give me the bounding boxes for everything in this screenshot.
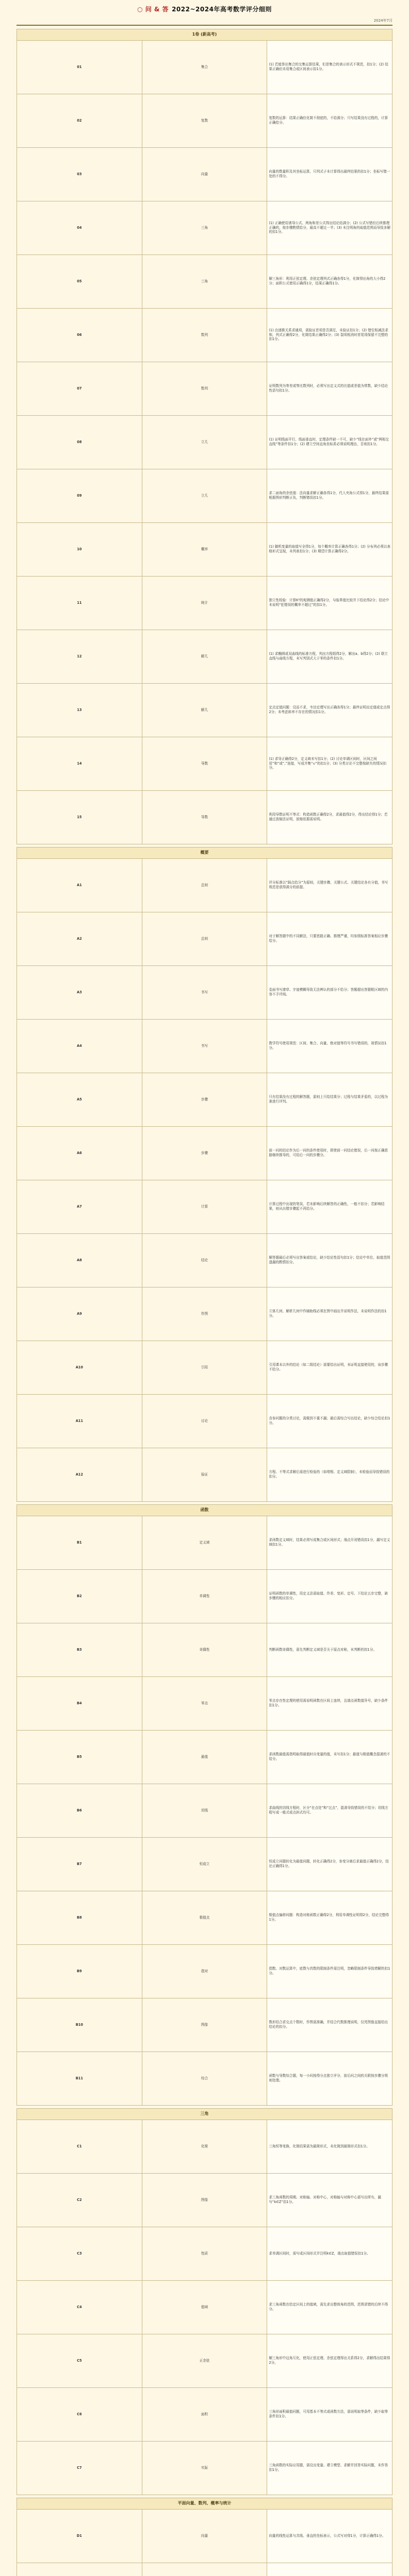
rule-row — [17, 576, 392, 630]
rule-id: 03 — [17, 147, 142, 201]
rule-text: 含参问题的分类讨论，需做到不重不漏；最后需综合写出结论，缺少综合结论扣1分。 — [267, 1394, 392, 1448]
rule-row — [17, 2441, 392, 2495]
rule-text: 只有结果没有过程的解答题，原则上只给结果分；过程与结果矛盾的，以过程为准进行评判。 — [267, 1073, 392, 1126]
rule-category: 定义域 — [142, 1516, 267, 1569]
rule-text: 三角函数的实际应用题，需设出变量、建立模型、求解并回答实际问题，未作答扣1分。 — [267, 2441, 392, 2495]
rule-text: (1) 由递推关系求通项，需验证首项是否满足，未验证扣1分；(2) 错位相减法求和，列式正确得2分，化简结果正确得2分；(3) 裂项相消时首尾项保留不完整的扣1分。 — [267, 308, 392, 362]
rule-category: 面积 — [142, 2387, 267, 2441]
rule-id: 06 — [17, 308, 142, 362]
rule-row — [17, 1676, 392, 1730]
rule-row — [17, 1394, 392, 1448]
rule-category: 步骤 — [142, 1073, 267, 1126]
rule-text: 指数、对数运算中，底数与真数的限制条件需注明，忽略限制条件导致增解的扣1分。 — [267, 1944, 392, 1998]
rule-text: 卷面书写潦草、字迹模糊导致无法辨认的部分不给分；答题超出答题框区域的内容不予评阅。 — [267, 965, 392, 1019]
brand-mark: ○ 问 & 答 — [137, 5, 169, 13]
rule-text: 计算过程中出现的笔误，若未影响后续解答的正确性，一般不扣分；若影响结果，则从出错步骤起不再给分。 — [267, 1180, 392, 1233]
rule-text: (1) 随机变量的取值写全得1分，每个概率计算正确各得1分；(2) 分布列必须以表格形式呈现，未列表扣1分；(3) 期望计算正确得2分。 — [267, 522, 392, 576]
rule-category: 作图 — [142, 1287, 267, 1341]
rule-row — [17, 2509, 392, 2563]
rule-text: 零点存在性定理的使用需说明函数在区间上连续，且端点函数值异号，缺少条件扣1分。 — [267, 1676, 392, 1730]
rule-category: 计算 — [142, 1180, 267, 1233]
rule-text: 求单调区间时，需写成区间形式并注明k∈Z，端点取值错误扣1分。 — [267, 2227, 392, 2280]
rule-text: 方程、不等式求解后需进行检验的（如增根、定义域限制），未检验而导致错误的扣分。 — [267, 1448, 392, 1501]
rule-category: 最值 — [142, 1730, 267, 1784]
rule-row — [17, 2173, 392, 2227]
rule-id: 10 — [17, 522, 142, 576]
rule-id: 09 — [17, 469, 142, 522]
section-header — [17, 29, 392, 40]
rule-category: 解几 — [142, 630, 267, 683]
document-title — [17, 0, 392, 19]
rule-category: 书写 — [142, 965, 267, 1019]
rule-row — [17, 630, 392, 683]
rule-id: 01 — [17, 40, 142, 94]
rule-row — [17, 683, 392, 737]
rule-id: B1 — [17, 1516, 142, 1569]
rule-id: A2 — [17, 912, 142, 965]
rule-text: 证明数列为等差或等比数列时，必须写出定义式的比值或差值为常数，缺少结论性语句扣1分。 — [267, 362, 392, 415]
rule-row — [17, 1623, 392, 1676]
rule-text: 三角恒等变换，化简结果需为最简形式，未化简到最简形式扣1分。 — [267, 2120, 392, 2173]
rule-id: A12 — [17, 1448, 142, 1501]
rule-category: 正余弦 — [142, 2334, 267, 2387]
rule-id: A7 — [17, 1180, 142, 1233]
rule-category: 立几 — [142, 469, 267, 522]
rule-row — [17, 858, 392, 912]
rule-row — [17, 1730, 392, 1784]
rule-category: 导数 — [142, 737, 267, 790]
rule-category: 三角 — [142, 255, 267, 308]
rule-row — [17, 1998, 392, 2052]
rule-category: 统计 — [142, 576, 267, 630]
date-line: 2024年7月 — [17, 19, 392, 26]
rule-row — [17, 965, 392, 1019]
rule-id: A5 — [17, 1073, 142, 1126]
rule-text: 求曲线的切线方程时，区分“在点处”和“过点”，混淆导致错误的不给分；切线方程写成一般式或点斜式均可。 — [267, 1784, 392, 1837]
rule-id: 14 — [17, 737, 142, 790]
rule-row — [17, 469, 392, 522]
rule-row — [17, 308, 392, 362]
rule-category: 书写 — [142, 1019, 267, 1073]
rule-row — [17, 1233, 392, 1287]
rule-row — [17, 1569, 392, 1623]
rule-category: 引用 — [142, 1341, 267, 1394]
rule-category: 三角 — [142, 201, 267, 255]
rule-id — [17, 2563, 142, 2576]
rule-id: C3 — [17, 2227, 142, 2280]
rule-category: 数列 — [142, 362, 267, 415]
rule-text: 对于解答题中的不同解法，只要思路正确、推理严谨，均参照标准答案相应步骤给分。 — [267, 912, 392, 965]
rule-category: 化简 — [142, 2120, 267, 2173]
rule-row — [17, 1837, 392, 1891]
rule-text: 数形结合求交点个数时，作图需准确，并结合代数推理说明，仅凭图像直接给出结论的扣分。 — [267, 1998, 392, 2052]
rule-id: 02 — [17, 94, 142, 147]
rule-text: 解三角形中边角互化，使用正弦定理、余弦定理得出关系得2分，求解得出结果得2分。 — [267, 2334, 392, 2387]
rule-id: A10 — [17, 1341, 142, 1394]
rule-text: 复数的运算：结果正确但化简不彻底的，不给满分；只写结果没有过程的，计算正确给分。 — [267, 94, 392, 147]
rule-id: B5 — [17, 1730, 142, 1784]
section-title: 1卷 (新高考) — [17, 29, 392, 40]
rule-row — [17, 201, 392, 255]
rule-id: C2 — [17, 2173, 142, 2227]
rule-text: 解三角形：利用正弦定理、余弦定理列式正确各得1分，化简得出角的大小得2分；面积公式使用正确得1分，结果正确得1分。 — [267, 255, 392, 308]
rule-text: 求函数最值需指明取得最值时自变量的值，未写扣1分；最值与极值概念混淆的不给分。 — [267, 1730, 392, 1784]
rule-id: C6 — [17, 2387, 142, 2441]
rule-category: 总则 — [142, 858, 267, 912]
rule-row — [17, 147, 392, 201]
rule-row — [17, 522, 392, 576]
title-text: 2022~2024年高考数学评分细则 — [172, 5, 272, 13]
rule-category: 导数 — [142, 790, 267, 844]
rule-row — [17, 1073, 392, 1126]
rule-category: 奇偶性 — [142, 1623, 267, 1676]
rule-text: 立体几何、解析几何中作辅助线必须在图中画出并说明作法，未说明作法的扣1分。 — [267, 1287, 392, 1341]
section-title: 概要 — [17, 847, 392, 858]
rule-id: C1 — [17, 2120, 142, 2173]
rule-text: 求三角函数的周期、对称轴、对称中心，对称轴与对称中心需写出所有，漏写“k∈Z”扣1分。 — [267, 2173, 392, 2227]
rule-category: 数列 — [142, 308, 267, 362]
rule-id: 07 — [17, 362, 142, 415]
rule-row — [17, 1126, 392, 1180]
rule-text — [267, 2563, 392, 2576]
rule-text: 解答题最后必须写出答案或结论，缺少结论性语句扣1分；结论中单位、取值范围遗漏的酌情扣分。 — [267, 1233, 392, 1287]
rule-row — [17, 2280, 392, 2334]
rule-category: 切线 — [142, 1784, 267, 1837]
rule-row — [17, 2334, 392, 2387]
rule-text: 向量的线性运算与共线、垂直的坐标表示，公式写对得1分，计算正确得1分。 — [267, 2509, 392, 2563]
section-header — [17, 2108, 392, 2120]
rule-category: 零点 — [142, 1676, 267, 1730]
rule-category: 概率 — [142, 522, 267, 576]
rule-text: 前一问的结论作为后一问的条件使用时，即使前一问结论错误，后一问按正确思路继续推导的，可给后一问的步骤分。 — [267, 1126, 392, 1180]
rule-id: 13 — [17, 683, 142, 737]
rule-category: 实际 — [142, 2441, 267, 2495]
rule-category: 值域 — [142, 2280, 267, 2334]
rule-category: 讨论 — [142, 1394, 267, 1448]
rule-row — [17, 2052, 392, 2105]
rule-text: 求三角函数在给定区间上的值域，需先求出整体角的范围，范围求错的后续不得分。 — [267, 2280, 392, 2334]
rule-row — [17, 1891, 392, 1944]
rule-id: A1 — [17, 858, 142, 912]
section-header — [17, 1504, 392, 1516]
rule-row — [17, 2563, 392, 2576]
rule-category: 恒成立 — [142, 1837, 267, 1891]
rule-id: A3 — [17, 965, 142, 1019]
rule-text: 求函数定义域时，结果必须写成集合或区间形式；端点开闭错误扣1分，漏写定义域扣1分。 — [267, 1516, 392, 1569]
rule-id: A9 — [17, 1287, 142, 1341]
rule-text: 恒成立问题转化为最值问题，转化正确得2分，参变分离后求最值正确得2分，结论正确得1分。 — [267, 1837, 392, 1891]
rule-id: 05 — [17, 255, 142, 308]
rule-category: 单调性 — [142, 1569, 267, 1623]
rule-text: (1) 求椭圆或双曲线的标准方程，列出方程组得2分，解出a、b得2分；(2) 联立直线与曲线方程，未写判别式大于零的条件扣1分。 — [267, 630, 392, 683]
rule-row — [17, 737, 392, 790]
rule-id: B10 — [17, 1998, 142, 2052]
rule-category: 集合 — [142, 40, 267, 94]
rule-category: 图像 — [142, 2173, 267, 2227]
rule-id: 11 — [17, 576, 142, 630]
rule-id: C5 — [17, 2334, 142, 2387]
rule-id: B9 — [17, 1944, 142, 1998]
section-header — [17, 847, 392, 858]
rule-id: 08 — [17, 415, 142, 469]
rule-id: B6 — [17, 1784, 142, 1837]
rule-row — [17, 1516, 392, 1569]
rule-id: C4 — [17, 2280, 142, 2334]
rule-category — [142, 2563, 267, 2576]
rule-text: 函数与导数综合题，每一小问按得分点独立评分，前后问之间的关联按步骤分规则处理。 — [267, 2052, 392, 2105]
rule-id: A4 — [17, 1019, 142, 1073]
rule-id: A8 — [17, 1233, 142, 1287]
section-header — [17, 2498, 392, 2509]
rule-text: 向量的数量积及其坐标运算，只列式子未计算得出最终结果的扣1分；坐标写错一处的不得分。 — [267, 147, 392, 201]
rule-category: 结论 — [142, 1233, 267, 1287]
rule-id: B4 — [17, 1676, 142, 1730]
rule-id: B8 — [17, 1891, 142, 1944]
rule-text: 证明函数的单调性，用定义法需取值、作差、变形、定号、下结论五步完整，缺步骤的相应扣分。 — [267, 1569, 392, 1623]
rule-category: 指对 — [142, 1944, 267, 1998]
rule-row — [17, 94, 392, 147]
rule-row — [17, 40, 392, 94]
rule-text: 求二面角的余弦值：法向量求解正确各得1分，代入夹角公式得1分，最终结果需根据图形判断正负，判断错误扣1分。 — [267, 469, 392, 522]
rule-text: (1) 证明线面平行、线面垂直时，定理条件缺一不可，缺少“线在面外”或“两相交直线”等条件扣1分；(2) 建立空间直角坐标系必须说明理由，否则扣1分。 — [267, 415, 392, 469]
rule-id: 15 — [17, 790, 142, 844]
rule-category: 步骤 — [142, 1126, 267, 1180]
rule-row — [17, 362, 392, 415]
rule-category: 解几 — [142, 683, 267, 737]
rule-row — [17, 2387, 392, 2441]
section-title: 函数 — [17, 1504, 392, 1516]
rule-row — [17, 2120, 392, 2173]
section-title: 平面向量、数列、概率与统计 — [17, 2498, 392, 2509]
rule-text: 利用导数证明不等式：构造函数正确得2分，求最值得2分，得出结论得1分；若通过放缩法证明，放缩依据需说明。 — [267, 790, 392, 844]
rule-row — [17, 1944, 392, 1998]
rule-text: 引用课本以外的结论（如二级结论）需要给出证明，未证明直接使用的，该步骤不给分。 — [267, 1341, 392, 1394]
rule-category: 向量 — [142, 2509, 267, 2563]
rule-row — [17, 1287, 392, 1341]
rule-id: C7 — [17, 2441, 142, 2495]
rule-category: 极值点 — [142, 1891, 267, 1944]
rule-id: B11 — [17, 2052, 142, 2105]
rule-text: 独立性检验：计算K²的观测值正确得2分，与临界值比较并下结论得2分；结论中未说明“犯错误的概率不超过”的扣1分。 — [267, 576, 392, 630]
rule-row — [17, 2227, 392, 2280]
rule-row — [17, 912, 392, 965]
rule-id: B2 — [17, 1569, 142, 1623]
rule-text: 判断函数奇偶性，需先判断定义域是否关于原点对称，未判断的扣1分。 — [267, 1623, 392, 1676]
rule-id: B3 — [17, 1623, 142, 1676]
rule-id: B7 — [17, 1837, 142, 1891]
rule-id: A11 — [17, 1394, 142, 1448]
rule-text: (1) 求导正确得2分，定义域未写扣1分；(2) 讨论单调区间时，区间之间用“和”或“,”连接，写成并集“∪”的扣1分；(3) 分类讨论不完整按缺失的情况扣分。 — [267, 737, 392, 790]
rule-row — [17, 415, 392, 469]
rule-row — [17, 790, 392, 844]
rule-category: 总则 — [142, 912, 267, 965]
section-title: 三角 — [17, 2108, 392, 2120]
rule-text: 三角形面积最值问题，可用基本不等式或函数方法，需说明取等条件，缺少取等条件扣1分。 — [267, 2387, 392, 2441]
rule-id: A6 — [17, 1126, 142, 1180]
rule-row — [17, 1019, 392, 1073]
rule-row — [17, 255, 392, 308]
rule-id: D1 — [17, 2509, 142, 2563]
rule-text: (1) 正确使用诱导公式、两角和差公式得出结论给满分；(2) 公式写错但后续推理正确的，按步骤酌情给分，最高不超过一半；(3) 未注明角的取值范围而导致多解的扣1分。 — [267, 201, 392, 255]
rule-category: 验证 — [142, 1448, 267, 1501]
rule-category: 复数 — [142, 94, 267, 147]
rule-category: 图像 — [142, 1998, 267, 2052]
rules-table — [17, 26, 392, 2576]
rule-row — [17, 1448, 392, 1501]
rule-text: 定点定值问题：设而不求，韦达定理写出正确各得1分；最终证明出定值或定点得2分；未考虑斜率不存在的情况扣1分。 — [267, 683, 392, 737]
rule-category: 性质 — [142, 2227, 267, 2280]
rule-text: (1) 若能答出集合的交集运算结果，但是集合的表示形式不规范，扣1分；(2) 结果正确但未用集合或区间表示扣1分。 — [267, 40, 392, 94]
rule-category: 综合 — [142, 2052, 267, 2105]
rule-category: 立几 — [142, 415, 267, 469]
rule-text: 评分标准以“踩点给分”为原则，关键步骤、关键公式、关键结论各有分值，书写规范是获得满分的前提。 — [267, 858, 392, 912]
rule-text: 极值点偏移问题：构造对称函数正确得2分，利用单调性证明得2分，结论完整得1分。 — [267, 1891, 392, 1944]
rule-row — [17, 1784, 392, 1837]
rule-category: 向量 — [142, 147, 267, 201]
rule-row — [17, 1341, 392, 1394]
rule-row — [17, 1180, 392, 1233]
rule-text: 数学符号使用规范：区间、集合、向量、绝对值等符号书写错误的，视情况扣1分。 — [267, 1019, 392, 1073]
rule-id: 12 — [17, 630, 142, 683]
rule-id: 04 — [17, 201, 142, 255]
